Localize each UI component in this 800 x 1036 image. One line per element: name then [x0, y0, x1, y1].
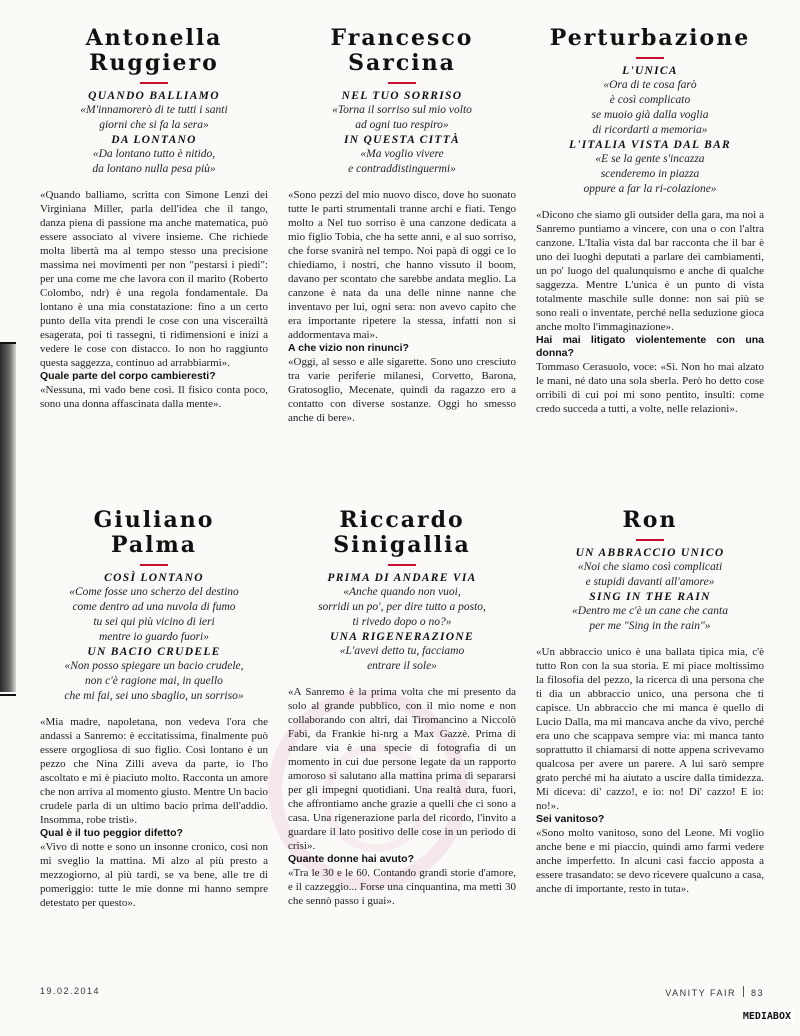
song-title: PRIMA DI ANDARE VIA — [327, 572, 477, 584]
artist-name — [40, 26, 268, 76]
interview-text — [40, 188, 268, 411]
artist-name-line: Palma — [110, 532, 198, 558]
page-footer — [40, 986, 764, 1000]
title-rule — [140, 564, 168, 566]
artist-name-line: Ruggiero — [89, 50, 219, 76]
lyric-line: «Da lontano tutto è nitido, — [92, 148, 216, 160]
interview-answer: «Sono molto vanitoso, sono del Leone. Mi voglio anche bene e mi piaccio, quindi amo farmi vedere anche imperfetto. In alcuni casi faccio apposta a essere trasandato: se devo ricevere qualcuno a casa, anche di importante, resto in tuta». — [536, 827, 764, 895]
interview-answer: «Nessuna, mi vado bene così. Il fisico conta poco, sono una donna affascinata dalla mente». — [40, 384, 268, 410]
title-rule — [636, 539, 664, 541]
lyric-line: «Torna il sorriso sul mio volto — [332, 104, 472, 116]
song-title: COSÌ LONTANO — [104, 572, 204, 584]
song-title: QUANDO BALLIAMO — [88, 90, 220, 102]
interview-answer: «Mia madre, napoletana, non vedeva l'ora che andassi a Sanremo: è eccitatissima, finalmente può essere orgogliosa di suo figlio. Così lontano è un pezzo che Nina Zilli aveva da parte, io l'ho ascoltato e mi è piaciuto molto. Racconta un amore che non arriva al momento giusto. Mentre Un bacio crudele parla di un ultimo bacio prima dell'addio. Insomma, robe tristi». — [40, 716, 268, 826]
interview-question: Sei vanitoso? — [536, 813, 605, 825]
interview-answer: «Vivo di notte e sono un insonne cronico, così non mi sveglio la mattina. Mi alzo al più presto a mezzogiorno, al più tardi, se va bene, alle tre di pomeriggio: tutte le mie donne mi hanno sempre detestato per questo». — [40, 841, 268, 909]
lyric-line: tu sei qui più vicino di ieri — [93, 616, 215, 628]
interview-text — [536, 208, 764, 416]
lyric-line: «Come fosse uno scherzo del destino — [69, 586, 239, 598]
lyric-line: sorridi un po', per dire tutto a posto, — [318, 601, 486, 613]
lyric-line: giorni che si fa la sera» — [99, 119, 209, 131]
artist-name-line: Francesco — [330, 25, 474, 51]
artist-name — [536, 508, 764, 533]
interview-answer: «Un abbraccio unico è una ballata tipica mia, c'è tutto Ron con la sua storia. E mi piace moltissimo la filosofia del pezzo, la ricerca di una persona che ti dia un abbraccio unico, una persona che ti capisce. Un abbraccio che mi manca è quello di Lucio Dalla, ma mi mancava anche da vivo, perché era uno che scappava sempre via: mi manca tanto soprattutto il chiamarsi di notte appena scrivevamo qualcosa per avere un parere. A lui sarò sempre grato perché mi ha aiutato a uscire dalla timidezza. Mi diceva: di' cazzo!, e io: no! Di' cazzo! E io: no!». — [536, 646, 764, 812]
adjacent-page-edge — [0, 342, 16, 692]
song-title: UN BACIO CRUDELE — [87, 646, 221, 658]
artist-name-line: Antonella — [85, 25, 223, 51]
song-title: SING IN THE RAIN — [589, 591, 711, 603]
artist-column — [288, 508, 516, 910]
artist-column — [536, 508, 764, 910]
lyric-line: da lontano nulla pesa più» — [92, 163, 216, 175]
interview-text — [288, 685, 516, 908]
artist-column — [40, 508, 268, 910]
lyric-line: ti rivedo dopo o no?» — [352, 616, 452, 628]
interview-text — [536, 645, 764, 896]
artist-name-line: Giuliano — [93, 507, 215, 533]
bottom-row — [40, 508, 764, 910]
lyric-line: come dentro ad una nuvola di fumo — [72, 601, 236, 613]
lyric-line: «Ma voglio vivere — [360, 148, 444, 160]
artist-name-line: Sarcina — [348, 50, 456, 76]
artist-name — [40, 508, 268, 558]
lyric-line: scenderemo in piazza — [600, 168, 700, 180]
issue-date: 19.02.2014 — [40, 986, 101, 996]
interview-answer: «A Sanremo è la prima volta che mi presento da solo al grande pubblico, con il mio nome e non collaborando con altri, dai Tiromancino a Niccolò Fabi, da Frankie hi-nrg a Max Gazzè. Prima di andare via è una specie di fotografia di un momento in cui due persone legate da un rapporto amoroso si salutano alla mattina prima di separarsi per gli impegni quotidiani. Una realtà dura, fuori, che affrontiamo anche grazie a quelli che ci sono a casa. Una rigenerazione parla del ricordo, l'invito a guardare il lato positivo delle cose in un periodo di crisi». — [288, 686, 516, 852]
lyric-line: e contraddistinguermi» — [348, 163, 456, 175]
artist-column — [288, 26, 516, 425]
mediabox-watermark: MEDIABOX — [740, 1010, 794, 1023]
page-number: 83 — [750, 988, 764, 998]
interview-answer: «Sono pezzi del mio nuovo disco, dove ho suonato tutte le parti strumentali tranne archi e fiati. Tengo molto a Nel tuo sorriso è una canzone dedicata a mio figlio Tobia, che ha sette anni, e al suo sorriso, che forse svanirà nel tempo. Noi papà di oggi ce lo chiediamo, i nostri, che hanno vissuto il boom, davano per scontato che sarebbe andata meglio. La canzone è nata da una delle ninne nanne che inventavo per lui, ogni sera: non avevo capito che era importante ripetere la stessa, infatti non si addormentava mai». — [288, 189, 516, 341]
song-title: NEL TUO SORRISO — [341, 90, 463, 102]
artist-column — [536, 26, 764, 425]
artist-name-line: Ron — [622, 507, 678, 533]
interview-answer: «Quando balliamo, scritta con Simone Lenzi dei Virginiana Miller, parla dell'idea che il tango, danza piena di passione ma anche matematica, può essere associato al vivere insieme. Che richiede molta libertà ma al tempo stesso una precisione massima nei movimenti per non "pestarsi i piedi": per una come me che lavora con il marito (Roberto Colombo, ndr) è una regola fondamentale. Da lontano è una mia constatazione: fino a un certo punto della vita prendi le cose con una viscerailtà esagerata, poi ti rassegni, ti ridimensioni e inizi a vedere le cose con distacco. Io non ho raggiunto questa saggezza, continuo ad arrabbiarmi». — [40, 189, 268, 369]
artist-name — [536, 26, 764, 51]
lyric-line: che mi fai, sei uno sbaglio, un sorriso» — [64, 690, 244, 702]
title-rule — [636, 57, 664, 59]
magazine-folio — [665, 986, 764, 998]
magazine-name: VANITY FAIR — [665, 988, 736, 998]
lyric-line: «Ora di te cosa farò — [603, 79, 697, 91]
lyric-line: «Noi che siamo così complicati — [577, 561, 723, 573]
lyric-line: è così complicato — [609, 94, 691, 106]
artist-name-line: Sinigallia — [333, 532, 471, 558]
artist-name-line: Perturbazione — [549, 25, 751, 51]
lyric-line: «L'avevi detto tu, facciamo — [339, 645, 465, 657]
lyric-line: per me "Sing in the rain"» — [589, 620, 711, 632]
interview-question: A che vizio non rinunci? — [288, 342, 409, 354]
folio-divider — [743, 986, 744, 997]
song-title: UNA RIGENERAZIONE — [330, 631, 474, 643]
title-rule — [140, 82, 168, 84]
artist-name — [288, 508, 516, 558]
lyric-line: «Anche quando non vuoi, — [343, 586, 461, 598]
title-rule — [388, 564, 416, 566]
lyric-line: mentre io guardo fuori» — [99, 631, 209, 643]
interview-text — [288, 188, 516, 425]
song-title: L'ITALIA VISTA DAL BAR — [568, 139, 732, 151]
lyric-line: «M'innamorerò di te tutti i santi — [80, 104, 228, 116]
interview-answer: «Tra le 30 e le 60. Contando grandi storie d'amore, e il cazzeggio... Forse una cinquantina, ma metti 30 che sennò passo i guai». — [288, 867, 516, 907]
interview-question: Quante donne hai avuto? — [288, 853, 415, 865]
lyric-line: se muoio già dalla voglia — [591, 109, 709, 121]
interview-text — [40, 715, 268, 910]
title-rule — [388, 82, 416, 84]
lyric-line: e stupidi davanti all'amore» — [585, 576, 715, 588]
interview-question: Hai mai litigato violentemente con una donna? — [536, 334, 764, 359]
artist-column — [40, 26, 268, 425]
lyric-line: di ricordarti a memoria» — [592, 124, 708, 136]
song-title: DA LONTANO — [111, 134, 197, 146]
lyric-line: ad ogni tuo respiro» — [355, 119, 449, 131]
artist-name — [288, 26, 516, 76]
interview-answer: «Dicono che siamo gli outsider della gara, ma noi a Sanremo puntiamo a vincere, con una o con l'altra canzone. L'Italia vista dal bar racconta che il bar è uno dei luoghi deputati a parlare dei cambiamenti, un po' luogo del qualunquismo e anche di qualche saggezza. Mentre L'unica è un punto di vista totalmente maschile sulle donne: non sai più se sono reali o inventate, perché nella seduzione gioca anche molto l'immaginazione». — [536, 209, 764, 333]
lyric-line: entrare il sole» — [367, 660, 437, 672]
lyric-line: non c'è ragione mai, in quello — [85, 675, 223, 687]
lyric-line: «Dentro me c'è un cane che canta — [572, 605, 728, 617]
song-title: L'UNICA — [622, 65, 678, 77]
song-title: IN QUESTA CITTÀ — [344, 134, 460, 146]
lyric-line: oppure a far la ri-colazione» — [583, 183, 717, 195]
lyric-line: «Non posso spiegare un bacio crudele, — [64, 660, 244, 672]
song-title: UN ABBRACCIO UNICO — [575, 547, 725, 559]
lyric-line: «E se la gente s'incazza — [595, 153, 705, 165]
interview-answer: «Oggi, al sesso e alle sigarette. Sono uno cresciuto tra varie periferie milanesi, Corvetto, Barona, Gratosoglio, Mecenate, quindi da ragazzo ero a contatto con diverse sostanze. Oggi ho smesso anche di bere». — [288, 356, 516, 424]
artist-name-line: Riccardo — [339, 507, 465, 533]
interview-question: Quale parte del corpo cambieresti? — [40, 370, 216, 382]
top-row — [40, 26, 764, 425]
interview-answer: Tommaso Cerasuolo, voce: «Sì. Non ho mai alzato le mani, né dato una sola sberla. Però ho detto cose orribili di cui poi mi sono pentito, insulti: come credo succeda a tutti, a volte, nelle relazioni». — [536, 361, 764, 415]
interview-question: Qual è il tuo peggior difetto? — [40, 827, 183, 839]
